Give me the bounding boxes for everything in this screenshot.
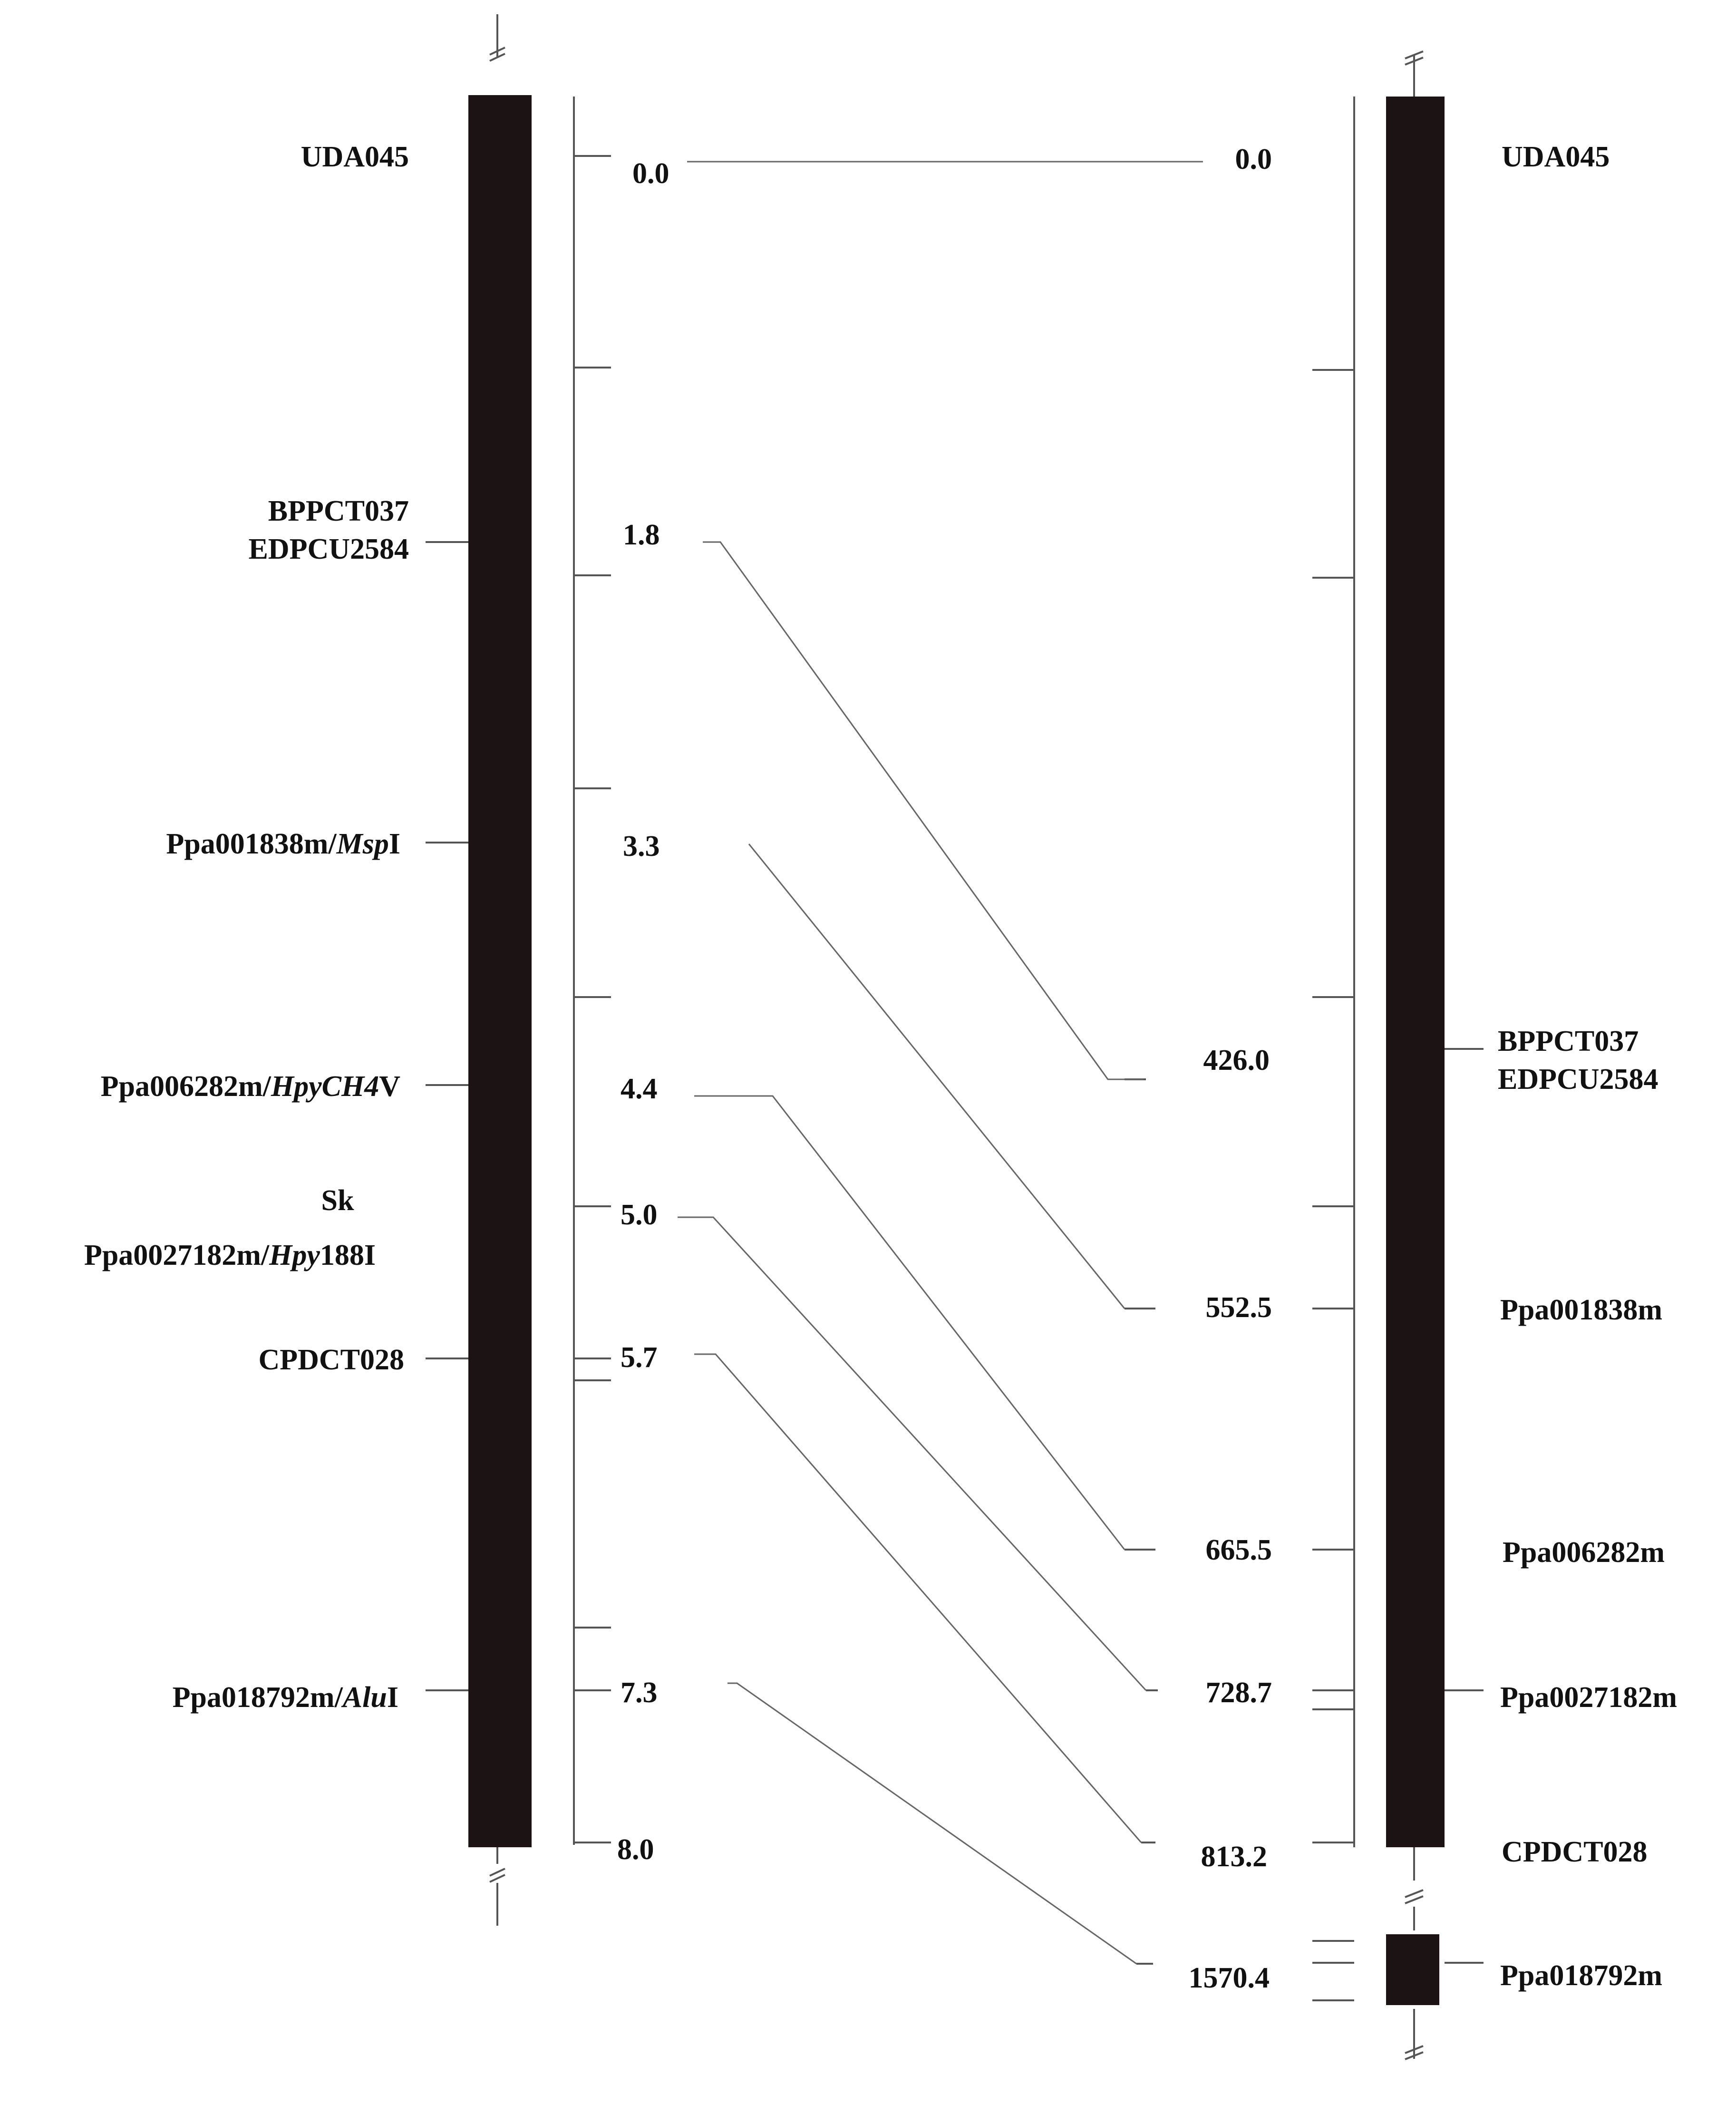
right-chromosome-fragment (1386, 1934, 1439, 2005)
left-marker-label: EDPCU2584 (248, 533, 409, 565)
right-marker-label: Ppa0027182m (1500, 1681, 1677, 1714)
marker-ticks (426, 156, 1484, 2000)
marker-connector-line (678, 1217, 1146, 1690)
left-marker-label: Ppa0027182m/Hpy188I (84, 1239, 376, 1271)
marker-connector-line (694, 1354, 1141, 1842)
left-position-value: 5.0 (621, 1199, 658, 1231)
left-marker-label: Ppa018792m/AluI (172, 1681, 398, 1714)
left-position-value: 0.0 (632, 157, 669, 190)
marker-connector-line (727, 1683, 1136, 1964)
left-marker-label: CPDCT028 (258, 1344, 404, 1376)
right-positions (1189, 143, 1272, 1994)
right-marker-label: UDA045 (1502, 141, 1610, 173)
left-marker-label: UDA045 (301, 141, 409, 173)
right-marker-label: Ppa001838m (1500, 1294, 1662, 1326)
right-marker-label: CPDCT028 (1502, 1836, 1648, 1868)
right-position-value: 552.5 (1205, 1291, 1272, 1324)
left-position-value: 4.4 (621, 1073, 658, 1105)
left-position-value: 5.7 (621, 1341, 658, 1374)
marker-connector-line (694, 1096, 1125, 1550)
left-marker-labels (84, 141, 409, 1714)
right-marker-labels (1498, 141, 1677, 1992)
right-position-value: 665.5 (1205, 1534, 1272, 1566)
right-marker-label: Ppa018792m (1500, 1959, 1662, 1992)
break-marks (490, 14, 1423, 2059)
marker-connector-line (749, 844, 1125, 1309)
left-position-value: 8.0 (617, 1833, 654, 1866)
left-marker-label: BPPCT037 (268, 495, 409, 527)
right-marker-label: EDPCU2584 (1498, 1063, 1658, 1096)
right-marker-label: Ppa006282m (1503, 1536, 1665, 1569)
right-position-value: 0.0 (1235, 143, 1272, 175)
right-marker-label: BPPCT037 (1498, 1025, 1639, 1057)
left-marker-label: Ppa006282m/HpyCH4V (100, 1070, 400, 1103)
left-positions (617, 157, 669, 1866)
marker-connector-line (703, 542, 1144, 1079)
right-position-value: 728.7 (1205, 1677, 1272, 1709)
left-position-value: 1.8 (623, 519, 660, 551)
right-position-value: 426.0 (1203, 1044, 1270, 1076)
left-marker-label: Sk (321, 1184, 354, 1217)
left-position-value: 7.3 (621, 1677, 658, 1709)
right-chromosome-bar (1386, 97, 1445, 1847)
right-position-value: 1570.4 (1188, 1962, 1270, 1994)
connector-lines (678, 162, 1203, 1964)
left-chromosome-bar (468, 95, 532, 1847)
left-marker-label: Ppa001838m/MspI (166, 828, 400, 860)
left-position-value: 3.3 (623, 830, 660, 863)
right-position-value: 813.2 (1201, 1841, 1267, 1873)
